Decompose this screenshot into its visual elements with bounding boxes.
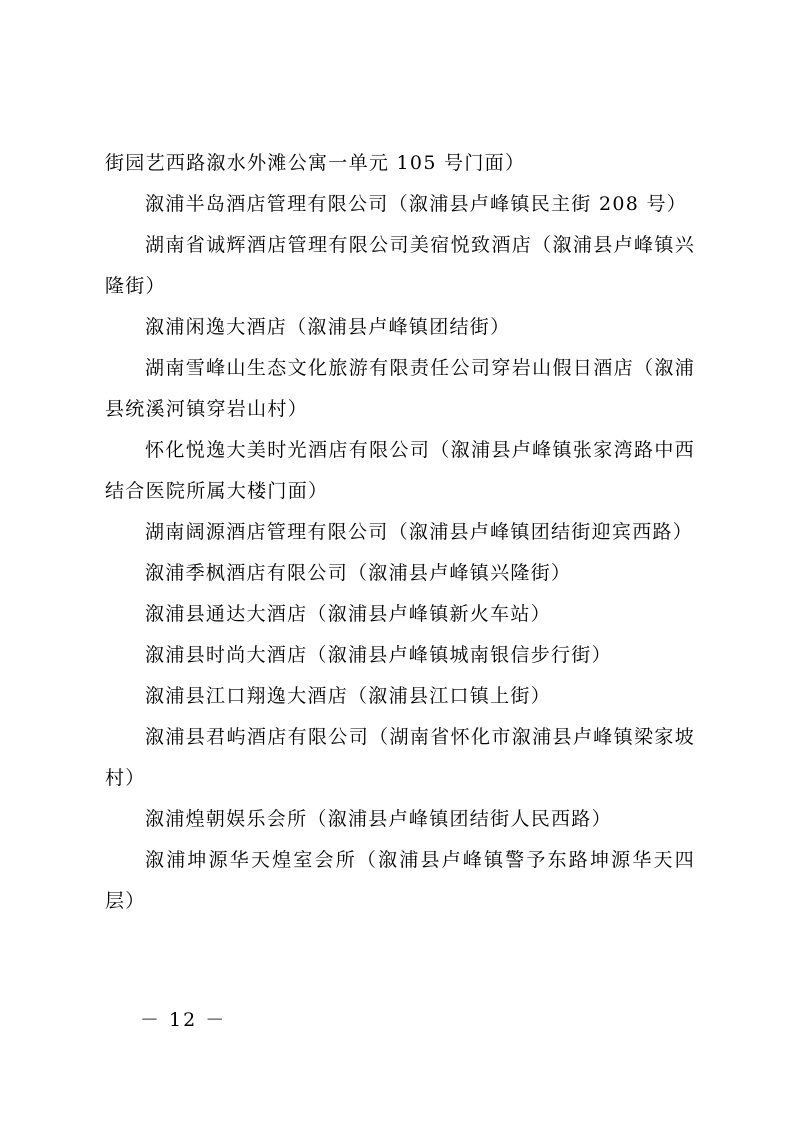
page-number: － 12 －	[140, 1009, 227, 1031]
paragraph: 溆浦坤源华天煌室会所（溆浦县卢峰镇警予东路坤源华天四层）	[105, 849, 695, 912]
paragraph: 怀化悦逸大美时光酒店有限公司（溆浦县卢峰镇张家湾路中西结合医院所属大楼门面）	[105, 439, 695, 502]
document-body	[105, 143, 695, 922]
paragraph: 湖南阔源酒店管理有限公司（溆浦县卢峰镇团结街迎宾西路）	[145, 521, 694, 543]
paragraph: 溆浦季枫酒店有限公司（溆浦县卢峰镇兴隆街）	[145, 562, 572, 584]
paragraph: 溆浦煌朝娱乐会所（溆浦县卢峰镇团结街人民西路）	[145, 808, 612, 830]
paragraph: 街园艺西路溆水外滩公寓一单元 105 号门面）	[105, 152, 526, 174]
paragraph: 湖南省诚辉酒店管理有限公司美宿悦致酒店（溆浦县卢峰镇兴隆街）	[105, 234, 695, 297]
paragraph: 溆浦闲逸大酒店（溆浦县卢峰镇团结街）	[145, 316, 511, 338]
paragraph: 溆浦县时尚大酒店（溆浦县卢峰镇城南银信步行街）	[145, 644, 612, 666]
paragraph: 溆浦县江口翔逸大酒店（溆浦县江口镇上街）	[145, 685, 552, 707]
paragraph: 湖南雪峰山生态文化旅游有限责任公司穿岩山假日酒店（溆浦县统溪河镇穿岩山村）	[105, 357, 695, 420]
paragraph: 溆浦半岛酒店管理有限公司（溆浦县卢峰镇民主街 208 号）	[145, 193, 688, 215]
paragraph: 溆浦县通达大酒店（溆浦县卢峰镇新火车站）	[145, 603, 552, 625]
paragraph: 溆浦县君屿酒店有限公司（湖南省怀化市溆浦县卢峰镇梁家坡村）	[105, 726, 695, 789]
